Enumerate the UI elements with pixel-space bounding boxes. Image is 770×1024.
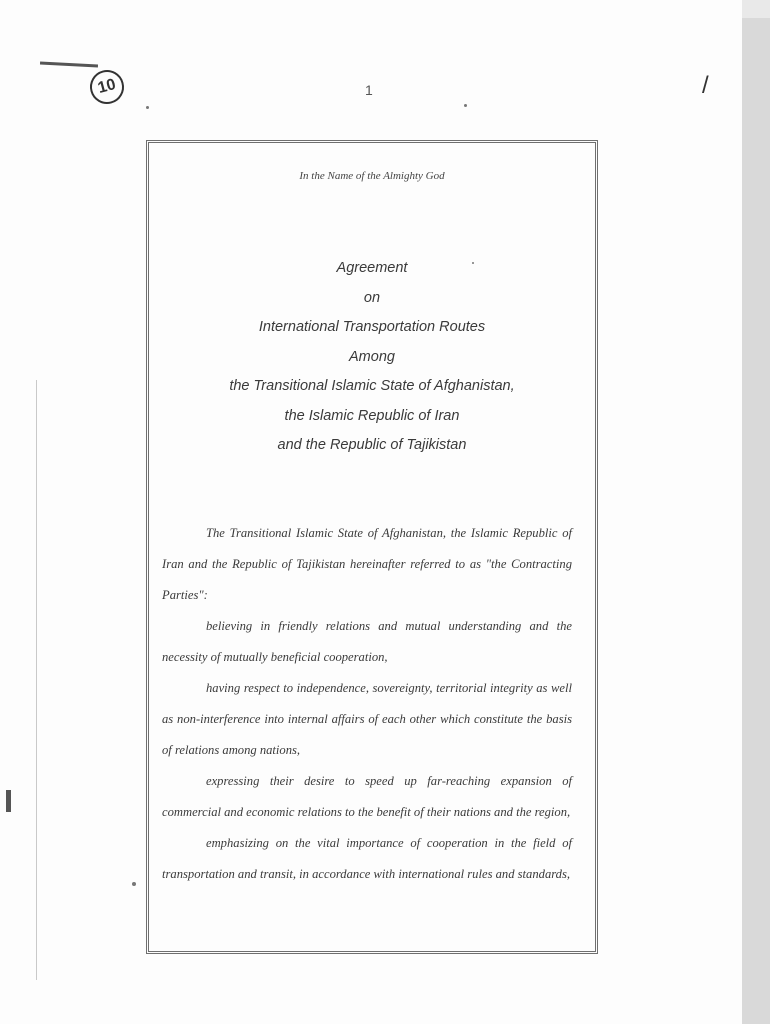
page-number-mark: 10 [86,66,128,108]
preamble-paragraph: believing in friendly relations and mutual understanding and the necessity of mutually beneficial cooperation, [162,619,572,664]
title-line: the Islamic Republic of Iran [284,407,460,424]
scan-artifact-line [36,380,37,980]
preamble-paragraph: The Transitional Islamic State of Afghanistan, the Islamic Republic of Iran and the Republic of Tajikistan hereinafter referred to as "the Contracting Parties": [162,526,572,602]
title-line: the Transitional Islamic State of Afghanistan, [229,378,515,394]
handwritten-top-mark: 1 [365,82,373,98]
title-line: on [363,289,381,306]
agreement-title [150,254,594,461]
scan-edge [742,18,770,1024]
title-line: Agreement [336,260,408,276]
preamble-paragraph: having respect to independence, sovereignty, territorial integrity as well as non-interference into internal affairs of each other which constitute the basis of relations among nations, [162,681,572,757]
handwritten-corner-mark: / [702,72,709,99]
preamble [162,518,572,890]
preamble-paragraph: expressing their desire to speed up far-reaching expansion of commercial and economic relations to the benefit of their nations and the region, [162,774,572,819]
scan-speck [132,882,136,886]
title-line: Among [349,348,395,365]
scan-speck [146,106,149,109]
invocation: In the Name of the Almighty God [299,170,445,182]
scan-artifact-tab [6,790,11,812]
scan-speck [464,104,467,107]
preamble-paragraph: emphasizing on the vital importance of cooperation in the field of transportation and transit, in accordance with international rules and standards, [162,836,572,881]
title-line: and the Republic of Tajikistan [277,437,467,453]
title-line: International Transportation Routes [258,319,486,335]
